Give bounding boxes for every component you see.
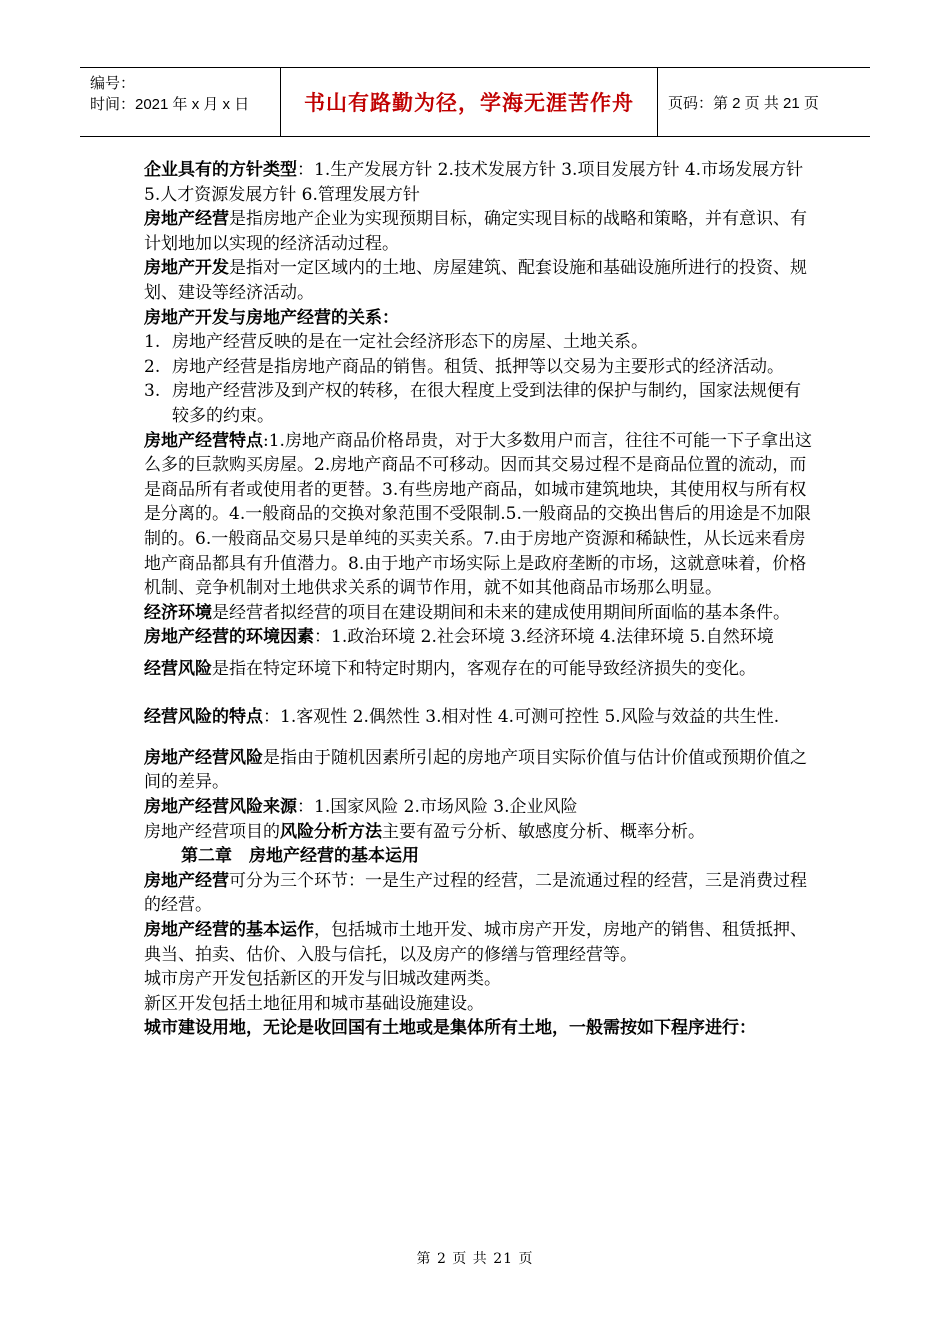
list-text: 房地产经营是指房地产商品的销售。租赁、抵押等以交易为主要形式的经济活动。 [172, 356, 784, 377]
term: 房地产经营的基本运作 [144, 920, 314, 941]
text: 主要有盈亏分析、敏感度分析、概率分析。 [382, 821, 705, 842]
text: 是指由于随机因素所引起的房地产项目实际价值与估计价值或预期价值之间的差异。 [144, 747, 807, 793]
term: 风险分析方法 [280, 821, 382, 842]
section-heading: 房地产开发与房地产经营的关系： [144, 307, 399, 328]
paragraph [144, 429, 812, 601]
term: 房地产经营 [144, 209, 229, 230]
header-meta [80, 68, 281, 136]
paragraph [144, 601, 812, 626]
list-number: 2. [144, 356, 161, 377]
paragraph [144, 207, 812, 256]
paragraph [144, 256, 812, 305]
paragraph [144, 746, 812, 795]
term: 房地产经营特点 [144, 430, 263, 451]
list-item [144, 330, 812, 355]
text: ，包括城市土地开发、城市房产开发，房地产的销售、租赁抵押、典当、拍卖、估价、入股与信托，以及房产的修缮与管理经营等。 [144, 920, 807, 965]
term: 房地产经营的环境因素 [144, 627, 314, 648]
paragraph [144, 795, 812, 820]
page-footer: 第 2 页 共 21 页 [416, 1251, 534, 1267]
header-motto: 书山有路勤为径，学海无涯苦作舟 [281, 68, 658, 136]
text: 是指对一定区域内的土地、房屋建筑、配套设施和基础设施所进行的投资、规划、建设等经济活动。 [144, 258, 807, 303]
text: 是指房地产企业为实现预期目标，确定实现目标的战略和策略，并有意识、有计划地加以实现的经济活动过程。 [144, 209, 807, 254]
list-number: 1. [144, 332, 161, 353]
chapter-heading: 第二章 房地产经营的基本运用 [181, 846, 419, 867]
paragraph [144, 820, 812, 845]
paragraph [144, 698, 812, 736]
list-text: 房地产经营反映的是在一定社会经济形态下的房屋、土地关系。 [172, 332, 648, 353]
text: 是指在特定环境下和特定时期内，客观存在的可能导致经济损失的变化。 [212, 658, 756, 679]
term: 房地产经营风险 [144, 747, 263, 768]
document-number-label: 编号： [90, 75, 136, 92]
term: 房地产经营 [144, 870, 229, 891]
paragraph [144, 650, 812, 688]
term: 经营风险的特点 [144, 706, 263, 727]
text: ：1.国家风险 2.市场风险 3.企业风险 [297, 797, 578, 818]
document-date-label: 时间：2021 年 x 月 x 日 [90, 96, 250, 113]
header-page-number: 页码：第 2 页 共 21 页 [668, 94, 819, 112]
text: ：1.生产发展方针 2.技术发展方针 3.项目发展方针 4.市场发展方针 5.人才资源发展方针 6.管理发展方针 [144, 160, 804, 205]
term: 房地产开发 [144, 258, 229, 279]
paragraph [144, 869, 812, 918]
paragraph: 城市房产开发包括新区的开发与旧城改建两类。 [144, 969, 501, 990]
text: 房地产经营项目的 [144, 821, 280, 842]
text: 是经营者拟经营的项目在建设期间和未来的建成使用期间所面临的基本条件。 [212, 602, 790, 623]
paragraph: 城市建设用地，无论是收回国有土地或是集体所有土地，一般需按如下程序进行： [144, 1018, 756, 1039]
paragraph: 新区开发包括土地征用和城市基础设施建设。 [144, 993, 484, 1014]
list-text: 房地产经营涉及到产权的转移，在很大程度上受到法律的保护与制约，国家法规便有较多的约束。 [172, 381, 801, 426]
body-text [144, 158, 812, 1041]
list-number: 3. [144, 381, 161, 402]
paragraph [144, 158, 812, 207]
term: 房地产经营风险来源 [144, 797, 297, 818]
term: 经营风险 [144, 658, 212, 679]
page-header [80, 67, 870, 137]
list-item [144, 355, 812, 380]
term: 经济环境 [144, 602, 212, 623]
text: :1.房地产商品价格昂贵，对于大多数用户而言，往往不可能一下子拿出这么多的巨款购买房屋。2.房地产商品不可移动。因而其交易过程不是商品位置的流动，而是商品所有者或使用者的更替。3.有些房地产商品，如城市建筑地块，其使用权与所有权是分离的。4.一般商品的交换对象范围不受限制.5.一般商品的交换出售后的用途是不加限制的。6.一般商品交易只是单纯的买卖关系。7.由于房地产资源和稀缺性，从长远来看房地产商品都具有升值潜力。8.由于地产市场实际上是政府垄断的市场，这就意味着，价格机制、竞争机制对土地供求关系的调节作用，就不如其他商品市场那么明显。 [144, 430, 812, 599]
list-item [144, 379, 812, 428]
paragraph [144, 625, 812, 650]
term: 企业具有的方针类型 [144, 160, 297, 180]
text: ：1.政治环境 2.社会环境 3.经济环境 4.法律环境 5.自然环境 [314, 627, 774, 648]
paragraph [144, 918, 812, 967]
text: 可分为三个环节：一是生产过程的经营，二是流通过程的经营，三是消费过程的经营。 [144, 870, 807, 916]
text: ：1.客观性 2.偶然性 3.相对性 4.可测可控性 5.风险与效益的共生性. [263, 706, 780, 727]
